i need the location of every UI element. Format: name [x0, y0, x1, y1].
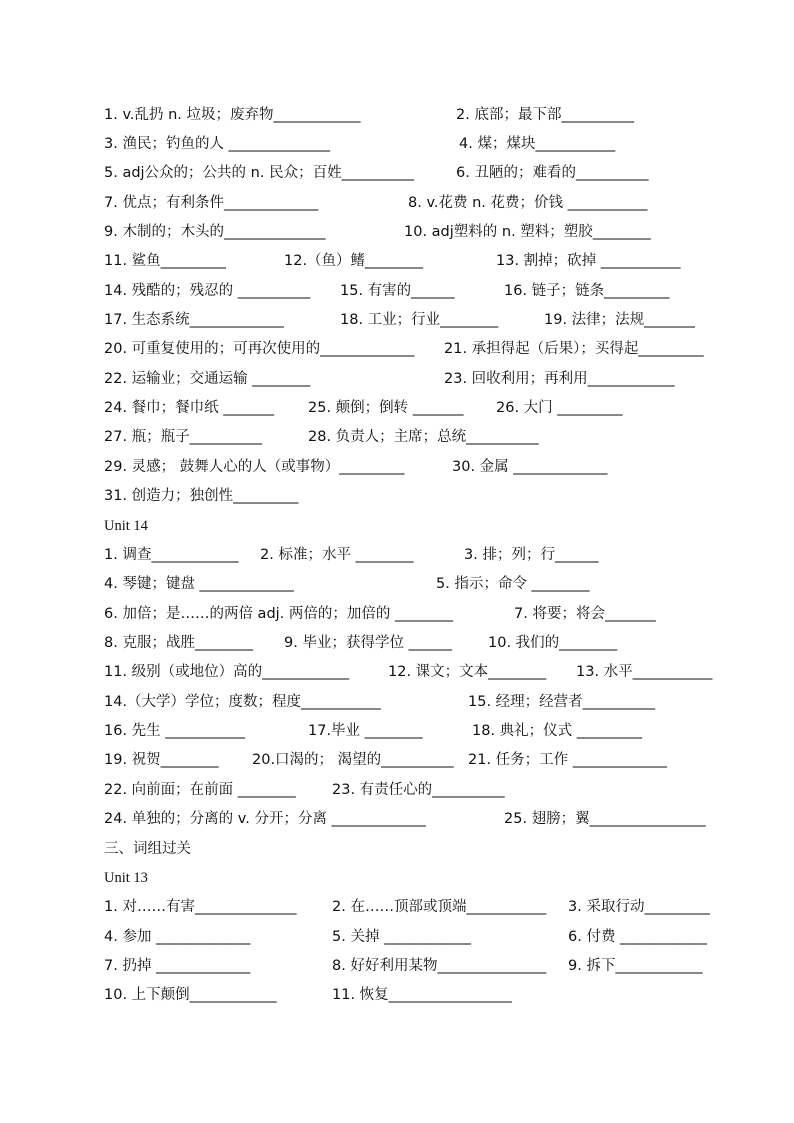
vocab-item: 11. 级别（或地位）高的____________ — [104, 664, 350, 680]
vocab-item: 15. 经理；经营者__________ — [468, 694, 656, 710]
vocab-item: 12.（鱼）鳍________ — [284, 253, 424, 269]
vocab-item: 18. 工业；行业________ — [340, 312, 499, 328]
vocab-item: 1. v.乱扔 n. 垃圾；废弃物____________ — [104, 107, 361, 123]
phrase-item: 9. 拆下____________ — [568, 958, 703, 974]
vocab-item: 14. 残酷的；残忍的 __________ — [104, 283, 311, 299]
vocab-item: 19. 祝贺________ — [104, 752, 219, 768]
vocab-item: 15. 有害的______ — [340, 283, 455, 299]
vocab-item: 13. 割掉；砍掉 ___________ — [496, 253, 681, 269]
vocab-item: 13. 水平___________ — [576, 664, 713, 680]
vocab-item: 6. 丑陋的；难看的__________ — [456, 165, 649, 181]
section-three-heading: 三、词组过关 — [104, 841, 191, 857]
vocab-item: 5. 指示；命令 ________ — [436, 576, 590, 592]
vocab-item: 21. 承担得起（后果）；买得起_________ — [444, 341, 704, 357]
vocab-item: 16. 链子；链条_________ — [504, 283, 670, 299]
vocab-item: 29. 灵感； 鼓舞人心的人（或事物）_________ — [104, 459, 405, 475]
phrase-item: 3. 采取行动_________ — [568, 899, 710, 915]
unit-13-heading: Unit 13 — [104, 870, 148, 886]
vocab-item: 30. 金属 _____________ — [452, 459, 608, 475]
phrase-item: 11. 恢复_________________ — [332, 987, 512, 1003]
vocab-item: 8. v.花费 n. 花费；价钱 ___________ — [408, 195, 648, 211]
vocab-item: 25. 颠倒；倒转 _______ — [308, 400, 464, 416]
vocab-item: 31. 创造力；独创性_________ — [104, 488, 299, 504]
vocab-item: 8. 克服；战胜________ — [104, 635, 253, 651]
vocab-item: 10. adj塑料的 n. 塑料；塑胶________ — [404, 224, 651, 240]
vocab-item: 4. 琴键；键盘 _____________ — [104, 576, 294, 592]
vocab-item: 18. 典礼；仪式 _________ — [472, 723, 643, 739]
vocab-item: 11. 鲨鱼_________ — [104, 253, 226, 269]
vocab-item: 17. 生态系统_____________ — [104, 312, 284, 328]
vocab-item: 23. 回收利用；再利用____________ — [444, 371, 675, 387]
vocab-item: 16. 先生 ___________ — [104, 723, 246, 739]
vocab-item: 2. 标准；水平 ________ — [260, 547, 414, 563]
vocab-item: 25. 翅膀；翼________________ — [504, 811, 706, 827]
vocab-item: 10. 我们的________ — [488, 635, 618, 651]
unit-14-heading: Unit 14 — [104, 518, 148, 534]
vocab-item: 20. 可重复使用的；可再次使用的_____________ — [104, 341, 415, 357]
vocab-item: 5. adj公众的；公共的 n. 民众；百姓__________ — [104, 165, 415, 181]
vocab-item: 20.口渴的； 渴望的__________ — [252, 752, 454, 768]
phrase-item: 8. 好好利用某物_______________ — [332, 958, 547, 974]
vocab-item: 17.毕业 ________ — [308, 723, 423, 739]
vocab-item: 14.（大学）学位；度数；程度___________ — [104, 694, 381, 710]
vocab-item: 24. 餐巾；餐巾纸 _______ — [104, 400, 275, 416]
vocab-item: 4. 煤；煤块___________ — [459, 136, 616, 152]
vocab-item: 27. 瓶；瓶子__________ — [104, 429, 263, 445]
vocab-item: 23. 有责任心的__________ — [332, 782, 505, 798]
vocab-item: 19. 法律；法规_______ — [544, 312, 695, 328]
phrase-item: 2. 在……顶部或顶端___________ — [332, 899, 547, 915]
vocab-item: 6. 加倍；是……的两倍 adj. 两倍的；加倍的 ________ — [104, 606, 453, 622]
vocab-item: 3. 渔民；钓鱼的人 ______________ — [104, 136, 331, 152]
vocab-item: 7. 将要；将会_______ — [514, 606, 656, 622]
vocab-item: 21. 任务；工作 _____________ — [468, 752, 668, 768]
phrase-item: 6. 付费 ____________ — [568, 929, 708, 945]
phrase-item: 1. 对……有害______________ — [104, 899, 297, 915]
vocab-item: 12. 课文；文本________ — [388, 664, 547, 680]
phrase-item: 4. 参加 _____________ — [104, 929, 251, 945]
phrase-item: 10. 上下颠倒____________ — [104, 987, 277, 1003]
vocab-item: 22. 向前面；在前面 ________ — [104, 782, 296, 798]
vocab-item: 28. 负责人；主席；总统__________ — [308, 429, 539, 445]
phrase-item: 7. 扔掉 _____________ — [104, 958, 251, 974]
vocab-item: 1. 调查____________ — [104, 547, 239, 563]
vocab-item: 2. 底部；最下部__________ — [456, 107, 634, 123]
vocab-item: 26. 大门 _________ — [496, 400, 623, 416]
phrase-item: 5. 关掉 ____________ — [332, 929, 472, 945]
vocab-item: 9. 木制的；木头的______________ — [104, 224, 326, 240]
vocab-item: 22. 运输业；交通运输 ________ — [104, 371, 311, 387]
vocab-item: 9. 毕业；获得学位 ______ — [284, 635, 453, 651]
vocab-item: 7. 优点；有利条件_____________ — [104, 195, 319, 211]
vocab-item: 3. 排；列；行______ — [464, 547, 599, 563]
vocab-item: 24. 单独的；分离的 v. 分开；分离 _____________ — [104, 811, 426, 827]
